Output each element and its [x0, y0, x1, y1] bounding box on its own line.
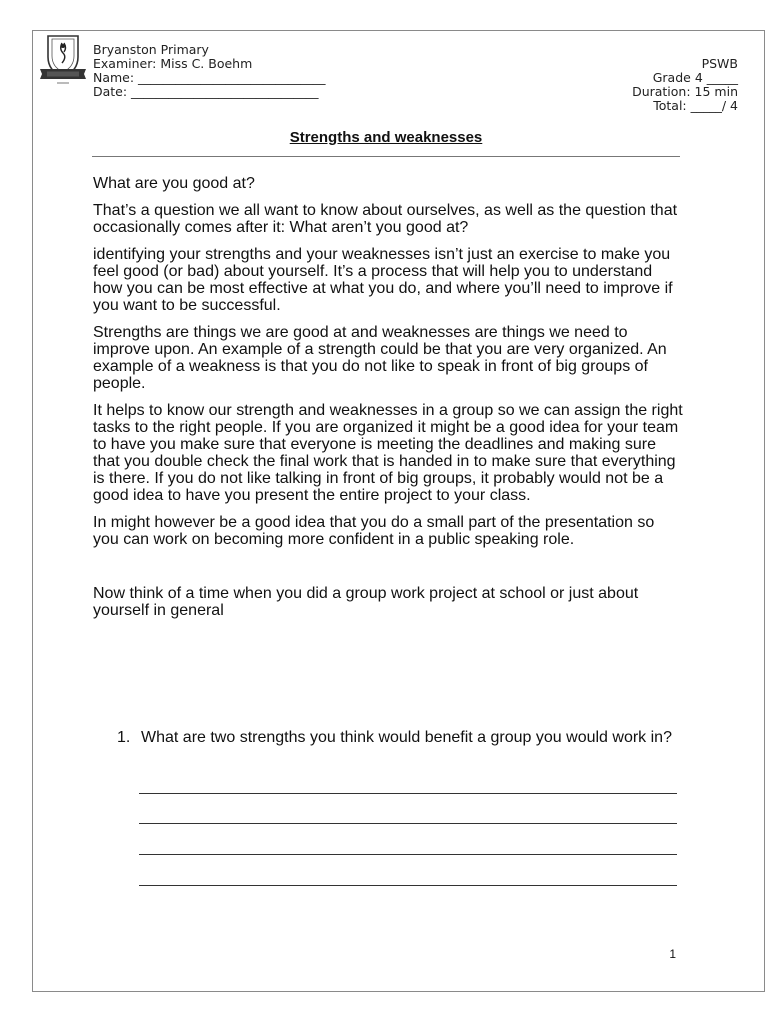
- date-field[interactable]: Date: ______________________________: [93, 84, 319, 99]
- worksheet-page: [32, 30, 765, 992]
- answer-line[interactable]: [139, 854, 677, 855]
- paragraph: In might however be a good idea that you do a small part of the presentation so you can work on becoming more confident in a public speaking role.: [93, 514, 655, 548]
- paragraph: identifying your strengths and your weaknesses isn’t just an exercise to make you feel good (or bad) about yourself. It’s a process that will help you to understand how you can be most effective at what you do, and where you’ll need to improve if you want to be successful.: [93, 246, 673, 314]
- question-number: 1.: [117, 729, 131, 746]
- paragraph: That’s a question we all want to know about ourselves, as well as the question that occasionally comes after it: What aren’t you good at?: [93, 202, 678, 236]
- reading-passage: [93, 175, 683, 629]
- grade-field[interactable]: Grade 4 _____: [652, 70, 738, 85]
- examiner-line: Examiner: Miss C. Boehm: [93, 56, 253, 71]
- paragraph: What are you good at?: [93, 175, 255, 192]
- page-number: 1: [669, 947, 676, 961]
- total-field[interactable]: Total: _____/ 4: [653, 98, 738, 113]
- paragraph: Strengths are things we are good at and weaknesses are things we need to improve upon. An example of a strength could be that you are very organized. An example of a weakness is that you do not like to speak in front of big groups of people.: [93, 324, 667, 392]
- name-field[interactable]: Name: ______________________________: [93, 70, 326, 85]
- question-list: [117, 729, 677, 746]
- duration-line: Duration: 15 min: [632, 84, 738, 99]
- answer-line[interactable]: [139, 793, 677, 794]
- subject-code: PSWB: [701, 56, 738, 71]
- school-crest-icon: [38, 33, 88, 87]
- instruction-prompt: Now think of a time when you did a group work project at school or just about yourself in general: [93, 585, 639, 619]
- school-name: Bryanston Primary: [93, 42, 209, 57]
- title-divider: [92, 156, 680, 157]
- header-left: [93, 43, 326, 99]
- header-right: [632, 57, 738, 113]
- question-text: What are two strengths you think would benefit a group you would work in?: [141, 729, 672, 746]
- paragraph: It helps to know our strength and weaknesses in a group so we can assign the right tasks to the right people. If you are organized it might be a good idea for your team to have you make sure that everyone is meeting the deadlines and making sure that you double check the final work that is handed in to make sure that everything is there. If you do not like talking in front of big groups, it probably would not be a good idea to have you present the entire project to your class.: [93, 402, 683, 504]
- worksheet-title: Strengths and weaknesses: [289, 129, 483, 146]
- question-item: [117, 729, 677, 746]
- answer-line[interactable]: [139, 823, 677, 824]
- answer-line[interactable]: [139, 885, 677, 886]
